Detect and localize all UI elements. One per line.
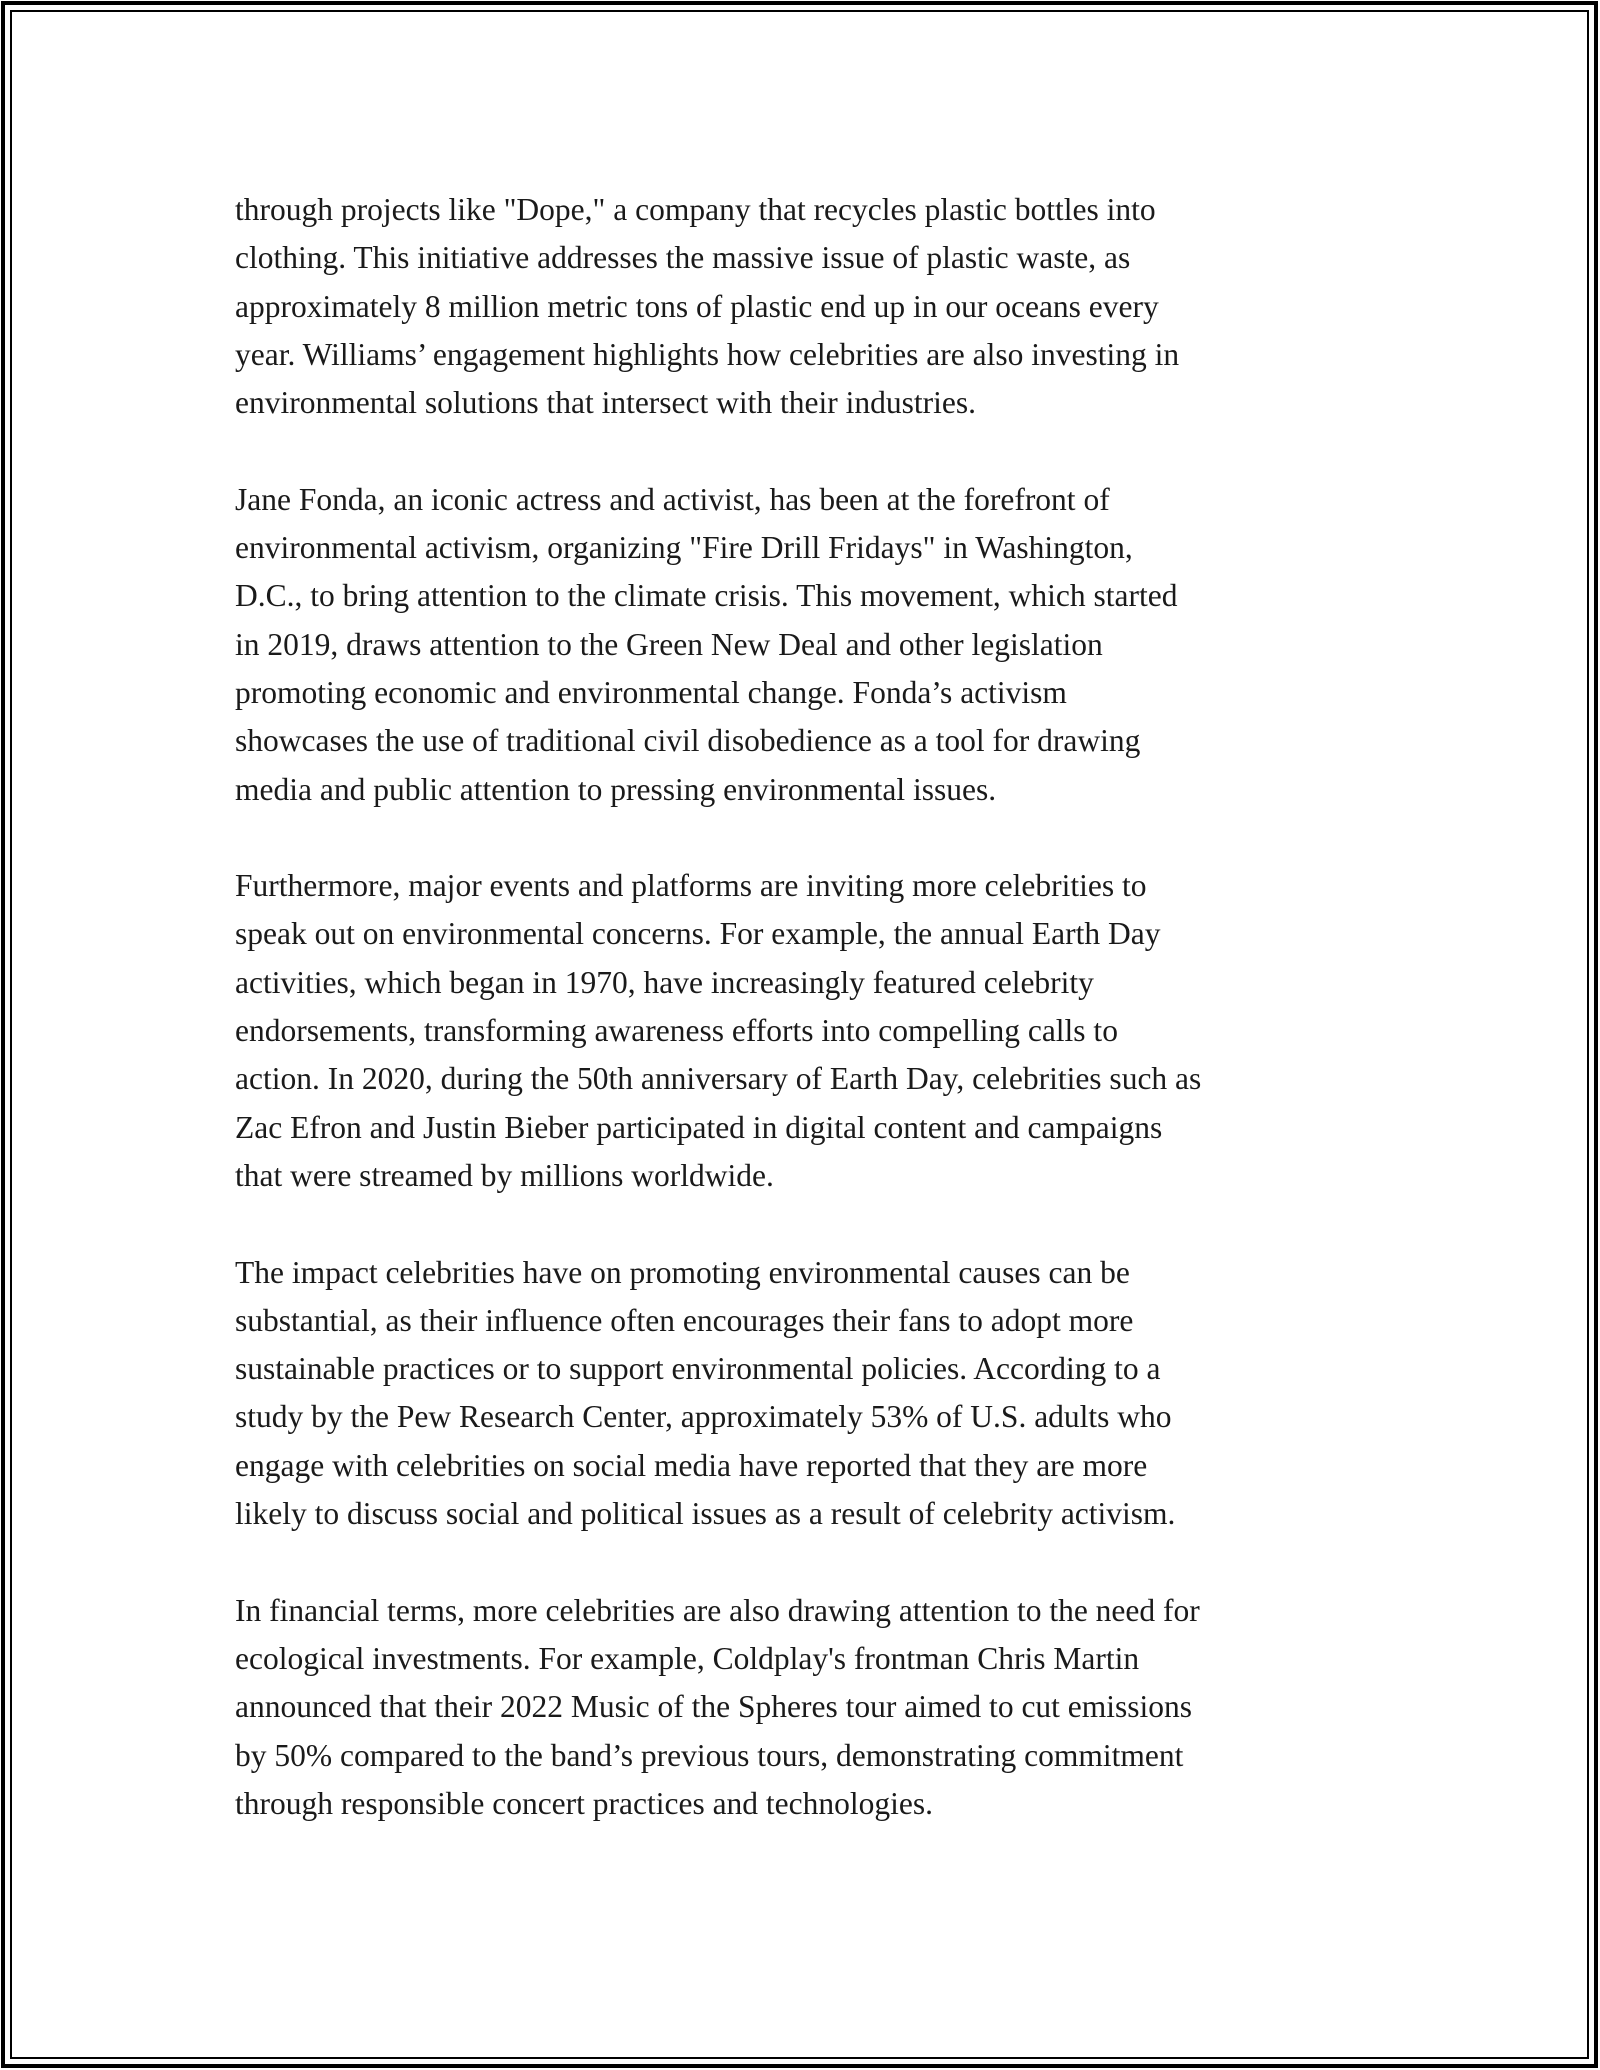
paragraph-celebrity-impact: The impact celebrities have on promoting environmental causes can be substantial, as their influence often encourages their fans to adopt more sustainable practices or to support environmental policies. According to a study by the Pew Research Center, approximately 53% of U.S. adults who engage with celebrities on social media have reported that they are more likely to discuss social and political issues as a result of celebrity activism. bbox=[235, 1254, 1176, 1532]
paragraph-earth-day: Furthermore, major events and platforms are inviting more celebrities to speak out on environmental concerns. For example, the annual Earth Day activities, which began in 1970, have increasingly featured celebrity endorsements, transforming awareness efforts into compelling calls to action. In 2020, during the 50th anniversary of Earth Day, celebrities such as Zac Efron and Justin Bieber participated in digital content and campaigns that were streamed by millions worldwide. bbox=[235, 868, 1202, 1193]
document-body bbox=[235, 186, 1375, 1876]
paragraph-jane-fonda: Jane Fonda, an iconic actress and activist, has been at the forefront of environmental activism, organizing "Fire Drill Fridays" in Washington, D.C., to bring attention to the climate crisis. This movement, which started in 2019, draws attention to the Green New Deal and other legislation promoting economic and environmental change. Fonda’s activism showcases the use of traditional civil disobedience as a tool for drawing media and public attention to pressing environmental issues. bbox=[235, 481, 1178, 807]
paragraph-financial-terms: In financial terms, more celebrities are also drawing attention to the need for ecological investments. For example, Coldplay's frontman Chris Martin announced that their 2022 Music of the Spheres tour aimed to cut emissions by 50% compared to the band’s previous tours, demonstrating commitment through responsible concert practices and technologies. bbox=[235, 1592, 1200, 1821]
paragraph-dope-recycling: through projects like "Dope," a company that recycles plastic bottles into clothing. This initiative addresses the massive issue of plastic waste, as approximately 8 million metric tons of plastic end up in our oceans every year. Williams’ engagement highlights how celebrities are also investing in environmental solutions that intersect with their industries. bbox=[235, 192, 1180, 421]
